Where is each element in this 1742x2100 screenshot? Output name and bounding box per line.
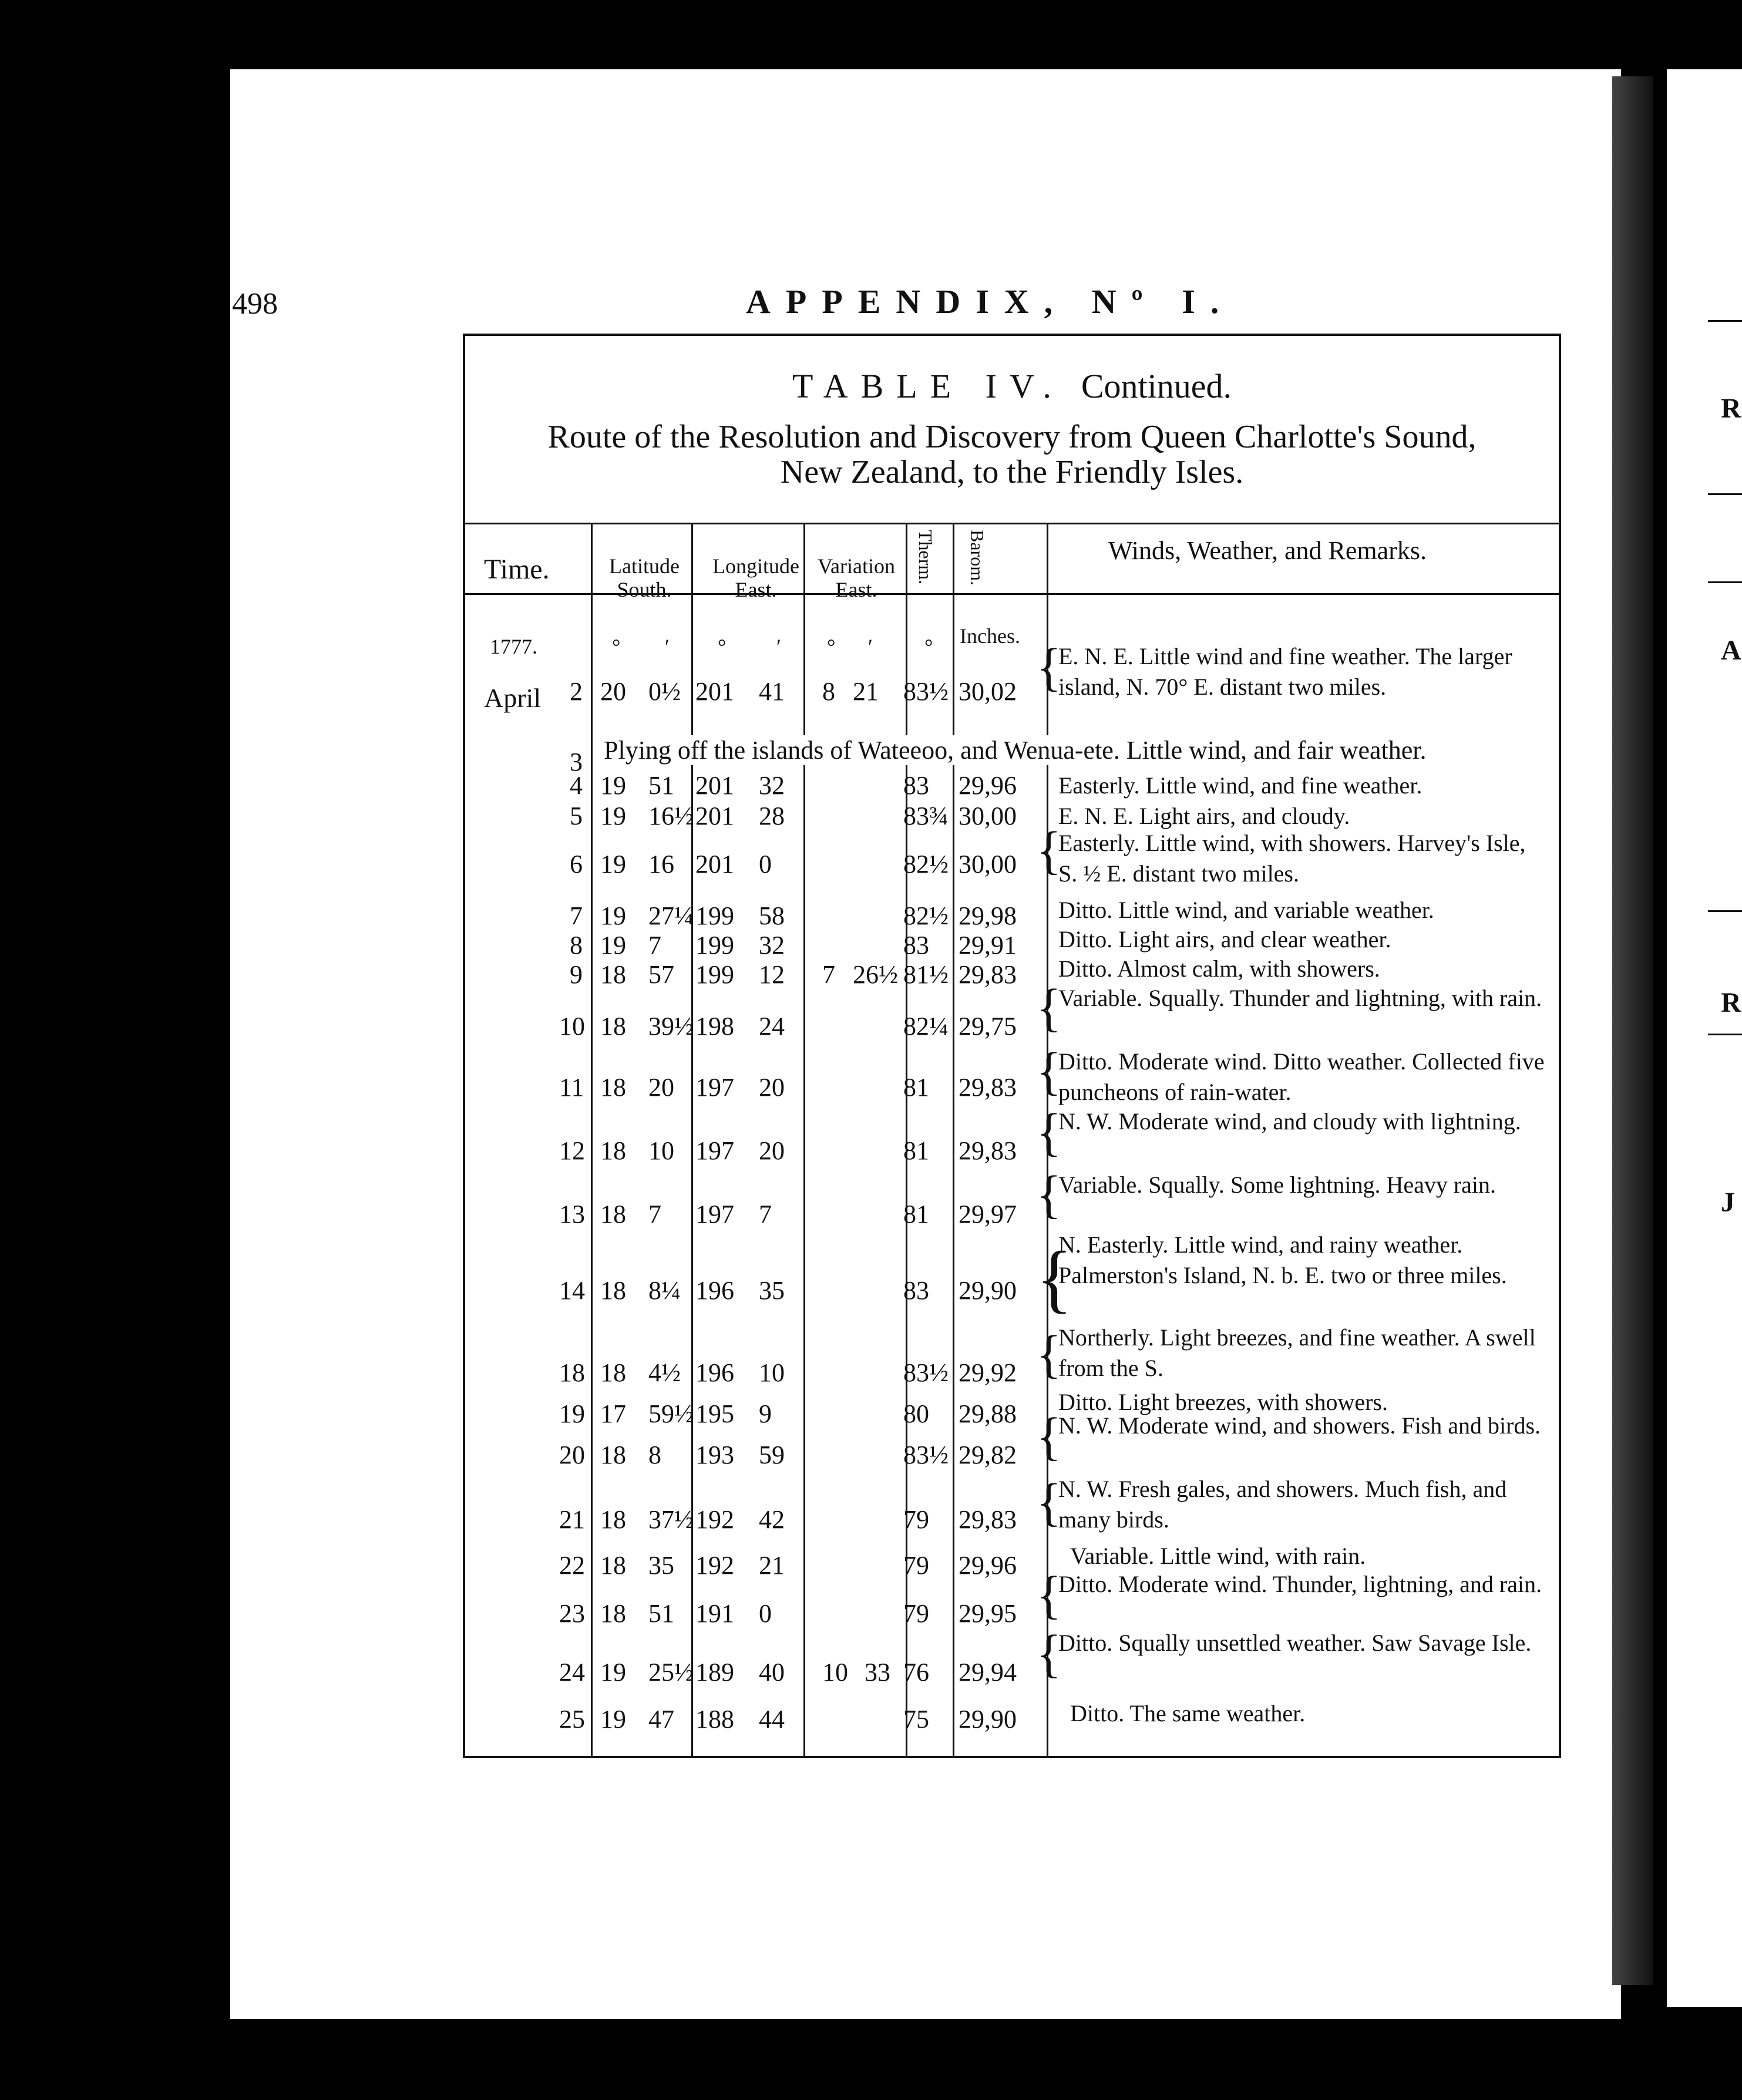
- col-rule: [803, 523, 805, 1756]
- cell-lon-min: 58: [759, 901, 785, 930]
- cell-lon-deg: 199: [695, 901, 734, 930]
- cell-lat-min: 27¼: [648, 901, 694, 930]
- cell-therm: 79: [903, 1599, 929, 1628]
- cell-lon-deg: 197: [695, 1073, 734, 1102]
- cell-lat-deg: 18: [600, 1200, 626, 1229]
- cell-lon-min: 28: [759, 802, 785, 830]
- cell-lat-min: 0½: [648, 677, 681, 706]
- cell-day: 13: [559, 1200, 585, 1229]
- cell-lat-deg: 19: [600, 771, 626, 800]
- cell-barom: 29,95: [959, 1599, 1017, 1628]
- cell-day: 22: [559, 1551, 585, 1580]
- table-title-box: [465, 336, 1559, 524]
- cell-remarks: E. N. E. Light airs, and cloudy.: [1058, 803, 1350, 829]
- cell-day: 5: [570, 802, 583, 830]
- cell-lon-deg: 196: [695, 1276, 734, 1305]
- adjacent-page-edge: [1667, 69, 1742, 2007]
- cell-lat-min: 47: [648, 1705, 674, 1734]
- book-gutter: [1612, 76, 1653, 1985]
- cell-therm: 83: [903, 771, 929, 800]
- cell-barom: 29,83: [959, 1073, 1017, 1102]
- cell-remarks: Easterly. Little wind, and fine weather.: [1058, 772, 1422, 799]
- cell-var-deg: 8: [822, 677, 835, 706]
- cell-therm: 75: [903, 1705, 929, 1734]
- cell-day: 25: [559, 1705, 585, 1734]
- cell-var-deg: 7: [822, 960, 835, 989]
- cell-lon-deg: 199: [695, 931, 734, 960]
- brace: {: [1036, 979, 1062, 1037]
- cell-therm: 79: [903, 1505, 929, 1534]
- cell-therm: 79: [903, 1551, 929, 1580]
- unit-deg: °: [718, 635, 727, 658]
- cell-barom: 29,75: [959, 1012, 1017, 1041]
- cell-lat-min: 20: [648, 1073, 674, 1102]
- edge-rule: [1708, 1034, 1742, 1035]
- cell-lat-min: 25½: [648, 1658, 694, 1687]
- cell-barom: 29,96: [959, 1551, 1017, 1580]
- cell-day: 19: [559, 1399, 585, 1428]
- unit-deg: °: [924, 635, 933, 658]
- cell-lon-deg: 189: [695, 1658, 734, 1687]
- cell-lat-deg: 18: [600, 1599, 626, 1628]
- cell-barom: 29,83: [959, 1136, 1017, 1165]
- cell-lat-deg: 20: [600, 677, 626, 706]
- cell-day: 11: [559, 1073, 584, 1102]
- brace: {: [1036, 1566, 1062, 1624]
- brace: {: [1036, 1325, 1062, 1384]
- cell-remarks: Variable. Squally. Thunder and lightning, with rain.: [1058, 985, 1542, 1011]
- cell-lat-min: 16½: [648, 802, 694, 830]
- cell-plying: Plying off the islands of Wateeoo, and Wenua-ete. Little wind, and fair weather.: [604, 735, 1555, 765]
- cell-lat-deg: 18: [600, 1073, 626, 1102]
- cell-barom: 29,88: [959, 1399, 1017, 1428]
- unit-deg: °: [827, 635, 836, 658]
- cell-remarks: Ditto. Little wind, and variable weather.: [1058, 897, 1434, 923]
- cell-remarks: N. W. Moderate wind, and showers. Fish and birds.: [1058, 1412, 1541, 1439]
- unit-min: ′: [665, 635, 670, 658]
- cell-barom: 29,91: [959, 931, 1017, 960]
- col-lon: Longitude East.: [712, 554, 799, 601]
- brace: {: [1036, 1042, 1062, 1101]
- cell-therm: 81: [903, 1136, 929, 1165]
- col-rule: [691, 523, 693, 1756]
- cell-lon-min: 9: [759, 1399, 772, 1428]
- cell-therm: 83: [903, 1276, 929, 1305]
- edge-rule: [1708, 910, 1742, 912]
- cell-lat-min: 35: [648, 1551, 674, 1580]
- cell-lat-deg: 19: [600, 1658, 626, 1687]
- unit-min: ′: [776, 635, 781, 658]
- cell-barom: 29,83: [959, 1505, 1017, 1534]
- cell-remarks: Variable. Little wind, with rain.: [1070, 1543, 1366, 1569]
- cell-lon-min: 10: [759, 1358, 785, 1387]
- year: 1777.: [490, 635, 537, 658]
- cell-barom: 30,02: [959, 677, 1017, 706]
- cell-barom: 29,97: [959, 1200, 1017, 1229]
- col-var: Variation East.: [818, 554, 895, 601]
- edge-rule: [1708, 581, 1742, 583]
- cell-lon-min: 12: [759, 960, 785, 989]
- cell-lat-min: 7: [648, 931, 661, 960]
- cell-therm: 83½: [903, 677, 949, 706]
- cell-lat-min: 16: [648, 850, 674, 879]
- cell-therm: 83½: [903, 1358, 949, 1387]
- running-head: APPENDIX, Nº I.: [746, 282, 1235, 321]
- cell-lat-deg: 18: [600, 1441, 626, 1469]
- edge-rule: [1708, 493, 1742, 495]
- table-title: TABLE IV. Continued.: [792, 367, 1232, 405]
- cell-barom: 29,90: [959, 1705, 1017, 1734]
- edge-letter: R: [1721, 987, 1741, 1018]
- cell-remarks: Ditto. The same weather.: [1070, 1700, 1306, 1727]
- cell-day: 23: [559, 1599, 585, 1628]
- brace: {: [1036, 1103, 1062, 1162]
- cell-lon-deg: 192: [695, 1551, 734, 1580]
- col-rule: [953, 523, 954, 1756]
- cell-lat-deg: 18: [600, 1358, 626, 1387]
- table-subtitle-2: New Zealand, to the Friendly Isles.: [780, 454, 1244, 490]
- cell-lon-deg: 201: [695, 677, 734, 706]
- cell-remarks: N. W. Moderate wind, and cloudy with lightning.: [1058, 1108, 1521, 1135]
- unit-deg: °: [612, 635, 621, 658]
- cell-lon-deg: 191: [695, 1599, 734, 1628]
- cell-var-min: 21: [853, 677, 879, 706]
- cell-lat-deg: 19: [600, 802, 626, 830]
- cell-lat-deg: 18: [600, 1551, 626, 1580]
- cell-lat-min: 39½: [648, 1012, 694, 1041]
- col-therm: Therm.: [915, 530, 936, 585]
- cell-lon-deg: 193: [695, 1441, 734, 1469]
- cell-lat-deg: 19: [600, 901, 626, 930]
- cell-day: 21: [559, 1505, 585, 1534]
- cell-therm: 82½: [903, 901, 949, 930]
- cell-lon-deg: 197: [695, 1136, 734, 1165]
- col-time: Time.: [484, 554, 550, 585]
- cell-lon-deg: 195: [695, 1399, 734, 1428]
- cell-lon-deg: 199: [695, 960, 734, 989]
- cell-lon-deg: 192: [695, 1505, 734, 1534]
- cell-barom: 29,96: [959, 771, 1017, 800]
- brace: {: [1036, 638, 1062, 696]
- unit-inches: Inches.: [960, 624, 1020, 648]
- cell-day: 7: [570, 901, 583, 930]
- page-number: 498: [232, 287, 278, 321]
- cell-day: 14: [559, 1276, 585, 1305]
- cell-remarks: Ditto. Light airs, and clear weather.: [1058, 926, 1391, 953]
- cell-lon-min: 21: [759, 1551, 785, 1580]
- cell-lon-min: 20: [759, 1073, 785, 1102]
- cell-day: 8: [570, 931, 583, 960]
- cell-therm: 82¼: [903, 1012, 949, 1041]
- cell-barom: 30,00: [959, 850, 1017, 879]
- cell-lat-deg: 19: [600, 1705, 626, 1734]
- cell-barom: 29,98: [959, 901, 1017, 930]
- cell-lon-min: 20: [759, 1136, 785, 1165]
- cell-lon-min: 0: [759, 1599, 772, 1628]
- brace: {: [1036, 1408, 1062, 1466]
- cell-lat-min: 8: [648, 1441, 661, 1469]
- cell-day: 12: [559, 1136, 585, 1165]
- unit-min: ′: [868, 635, 873, 658]
- cell-lon-deg: 201: [695, 850, 734, 879]
- brace: {: [1036, 1236, 1073, 1321]
- cell-lat-deg: 19: [600, 931, 626, 960]
- cell-therm: 83¾: [903, 802, 949, 830]
- cell-lon-deg: 188: [695, 1705, 734, 1734]
- cell-day: 24: [559, 1658, 585, 1687]
- month: April: [484, 683, 542, 713]
- cell-lat-min: 37½: [648, 1505, 694, 1534]
- cell-remarks: Ditto. Moderate wind. Ditto weather. Collected five puncheons of rain-water.: [1058, 1048, 1545, 1105]
- cell-barom: 29,92: [959, 1358, 1017, 1387]
- cell-lon-deg: 198: [695, 1012, 734, 1041]
- cell-lat-deg: 18: [600, 1276, 626, 1305]
- cell-lat-deg: 18: [600, 1136, 626, 1165]
- cell-therm: 81: [903, 1200, 929, 1229]
- table-frame: [463, 334, 1561, 1758]
- cell-therm: 81: [903, 1073, 929, 1102]
- cell-lon-min: 24: [759, 1012, 785, 1041]
- edge-letter: R: [1721, 393, 1741, 424]
- cell-barom: 29,83: [959, 960, 1017, 989]
- col-rule: [591, 523, 593, 1756]
- brace: {: [1036, 1625, 1062, 1683]
- cell-lon-deg: 201: [695, 802, 734, 830]
- cell-remarks: Easterly. Little wind, with showers. Harvey's Isle, S. ½ E. distant two miles.: [1058, 830, 1526, 887]
- cell-lat-deg: 18: [600, 1505, 626, 1534]
- cell-lat-deg: 18: [600, 1012, 626, 1041]
- cell-day: 2: [570, 677, 583, 706]
- cell-therm: 80: [903, 1399, 929, 1428]
- edge-letter: J: [1721, 1187, 1735, 1218]
- cell-day: 4: [570, 771, 583, 800]
- edge-letter: A: [1721, 635, 1741, 666]
- cell-lon-min: 0: [759, 850, 772, 879]
- cell-lon-min: 32: [759, 771, 785, 800]
- brace: {: [1036, 1473, 1062, 1532]
- cell-lat-min: 51: [648, 771, 674, 800]
- cell-lat-deg: 17: [600, 1399, 626, 1428]
- cell-remarks: E. N. E. Little wind and fine weather. The larger island, N. 70° E. distant two miles.: [1058, 643, 1512, 700]
- cell-lat-min: 57: [648, 960, 674, 989]
- cell-remarks: Ditto. Light breezes, with showers.: [1058, 1389, 1388, 1415]
- cell-lon-deg: 201: [695, 771, 734, 800]
- cell-barom: 29,82: [959, 1441, 1017, 1469]
- cell-lat-min: 4½: [648, 1358, 681, 1387]
- edge-rule: [1708, 320, 1742, 322]
- cell-remarks: N. Easterly. Little wind, and rainy weather. Palmerston's Island, N. b. E. two or three miles.: [1058, 1231, 1507, 1288]
- cell-therm: 82½: [903, 850, 949, 879]
- cell-lat-deg: 18: [600, 960, 626, 989]
- cell-remarks: Northerly. Light breezes, and fine weather. A swell from the S.: [1058, 1324, 1536, 1381]
- cell-var-min: 26½: [853, 960, 898, 989]
- cell-lon-min: 7: [759, 1200, 772, 1229]
- cell-barom: 30,00: [959, 802, 1017, 830]
- cell-lat-min: 10: [648, 1136, 674, 1165]
- col-lat: Latitude South.: [609, 554, 680, 601]
- cell-therm: 83½: [903, 1441, 949, 1469]
- cell-day: 10: [559, 1012, 585, 1041]
- cell-lat-min: 8¼: [648, 1276, 681, 1305]
- cell-therm: 81½: [903, 960, 949, 989]
- brace: {: [1036, 1166, 1062, 1224]
- cell-var-min: 33: [865, 1658, 890, 1687]
- cell-remarks: N. W. Fresh gales, and showers. Much fish, and many birds.: [1058, 1476, 1507, 1533]
- cell-lon-min: 32: [759, 931, 785, 960]
- cell-day: 9: [570, 960, 583, 989]
- cell-day: 20: [559, 1441, 585, 1469]
- cell-lon-min: 44: [759, 1705, 785, 1734]
- col-barom: Barom.: [967, 530, 988, 586]
- cell-lat-deg: 19: [600, 850, 626, 879]
- col-remarks: Winds, Weather, and Remarks.: [1108, 536, 1427, 565]
- cell-lon-deg: 196: [695, 1358, 734, 1387]
- table-subtitle-1: Route of the Resolution and Discovery from Queen Charlotte's Sound,: [547, 419, 1477, 455]
- cell-lon-min: 42: [759, 1505, 785, 1534]
- cell-lon-min: 59: [759, 1441, 785, 1469]
- cell-lon-min: 41: [759, 677, 785, 706]
- cell-lon-min: 40: [759, 1658, 785, 1687]
- cell-day: 6: [570, 850, 583, 879]
- brace: {: [1036, 822, 1062, 880]
- cell-day: 18: [559, 1358, 585, 1387]
- cell-lat-min: 59½: [648, 1399, 694, 1428]
- cell-therm: 76: [903, 1658, 929, 1687]
- cell-remarks: Ditto. Squally unsettled weather. Saw Savage Isle.: [1058, 1630, 1532, 1656]
- cell-lat-min: 7: [648, 1200, 661, 1229]
- cell-barom: 29,90: [959, 1276, 1017, 1305]
- cell-remarks: Ditto. Moderate wind. Thunder, lightning, and rain.: [1058, 1571, 1542, 1597]
- cell-var-deg: 10: [822, 1658, 848, 1687]
- cell-day: 3: [570, 748, 583, 776]
- cell-therm: 83: [903, 931, 929, 960]
- cell-barom: 29,94: [959, 1658, 1017, 1687]
- cell-lat-min: 51: [648, 1599, 674, 1628]
- cell-lon-deg: 197: [695, 1200, 734, 1229]
- cell-lon-min: 35: [759, 1276, 785, 1305]
- cell-remarks: Ditto. Almost calm, with showers.: [1058, 955, 1380, 982]
- cell-remarks: Variable. Squally. Some lightning. Heavy rain.: [1058, 1172, 1496, 1198]
